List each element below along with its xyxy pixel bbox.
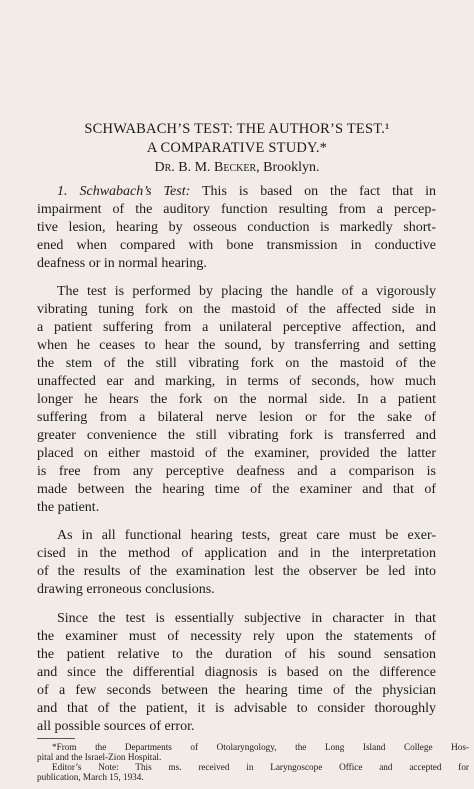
paragraph-2-line: when he ceases to hear the sound, by transferring and setting (37, 338, 436, 353)
paragraph-3-line: drawing erroneous conclusions. (37, 582, 215, 597)
paragraph-2-line: made between the hearing time of the examiner and that of (37, 482, 436, 497)
paragraph-3-line: of the results of the examination lest the observer be led into (37, 564, 436, 579)
paragraph-2-line: vibrating tuning fork on the mastoid of the affected side in (37, 302, 436, 317)
paragraph-4-line: Since the test is essentially subjective in character in that (57, 611, 436, 626)
article-title-line-2: A COMPARATIVE STUDY.* (146, 140, 328, 156)
paragraph-2-line: placed on either mastoid of the examiner, provided the latter (37, 446, 436, 461)
footnote-line: Editor’s Note: This ms. received in Laryngoscope Office and accepted for (52, 762, 469, 772)
paragraph-2-line: is free from any perceptive deafness and a comparison is (37, 464, 436, 479)
paragraph-4-line: and since the differential diagnosis is based on the difference (37, 665, 436, 680)
paragraph-4-line: all possible sources of error. (37, 719, 195, 734)
paragraph-2-line: longer he hears the fork on the normal side. In a patient (37, 392, 436, 407)
paragraph-1-line: deafness or in normal hearing. (37, 256, 207, 271)
paragraph-2-line: The test is performed by placing the handle of a vigorously (57, 284, 436, 299)
paragraph-1-line: impairment of the auditory function resulting from a percep- (37, 202, 436, 217)
paragraph-2-line: the stem of the still vibrating fork on the mastoid of the (37, 356, 436, 371)
footnote-divider (37, 738, 75, 739)
paragraph-2-line: suffering from a bilateral nerve lesion or for the sake of (37, 410, 436, 425)
paragraph-1-line: ened when compared with bone transmission in conductive (37, 238, 436, 253)
paragraph-1-line: tive lesion, hearing by osseous conduction is markedly short- (37, 220, 436, 235)
paragraph-1-line: 1. Schwabach’s Test: This is based on the fact that in (57, 184, 436, 199)
paragraph-4-line: the patient relative to the duration of his sound sensation (37, 647, 436, 662)
author-byline (0, 160, 474, 176)
paragraph-2-line: greater convenience the still vibrating fork is transferred and (37, 428, 436, 443)
paragraph-4-line: the examiner must of necessity rely upon the statements of (37, 629, 436, 644)
paragraph-2-line: the patient. (37, 500, 100, 515)
author-name: Dr. B. M. Becker (154, 160, 257, 175)
section-heading: 1. Schwabach’s Test: (57, 184, 191, 199)
paragraph-3-line: cised in the method of application and in the interpretation (37, 546, 436, 561)
footnote-line: pital and the Israel-Zion Hospital. (37, 752, 162, 762)
paragraph-2-line: a patient suffering from a unilateral perceptive affection, and (37, 320, 436, 335)
article-title-line-1: SCHWABACH’S TEST: THE AUTHOR’S TEST.¹ (84, 121, 390, 137)
paragraph-2-line: unaffected ear and marking, in terms of seconds, how much (37, 374, 436, 389)
paragraph-4-line: of a few seconds between the hearing time of the physician (37, 683, 436, 698)
author-location: , Brooklyn. (256, 160, 320, 175)
footnote-line: *From the Departments of Otolaryngology, the Long Island College Hos- (52, 742, 469, 752)
paragraph-4-line: and that of the patient, it is advisable to consider thoroughly (37, 701, 436, 716)
footnote-line: publication, March 15, 1934. (37, 772, 144, 782)
paragraph-3-line: As in all functional hearing tests, great care must be exer- (57, 528, 436, 543)
